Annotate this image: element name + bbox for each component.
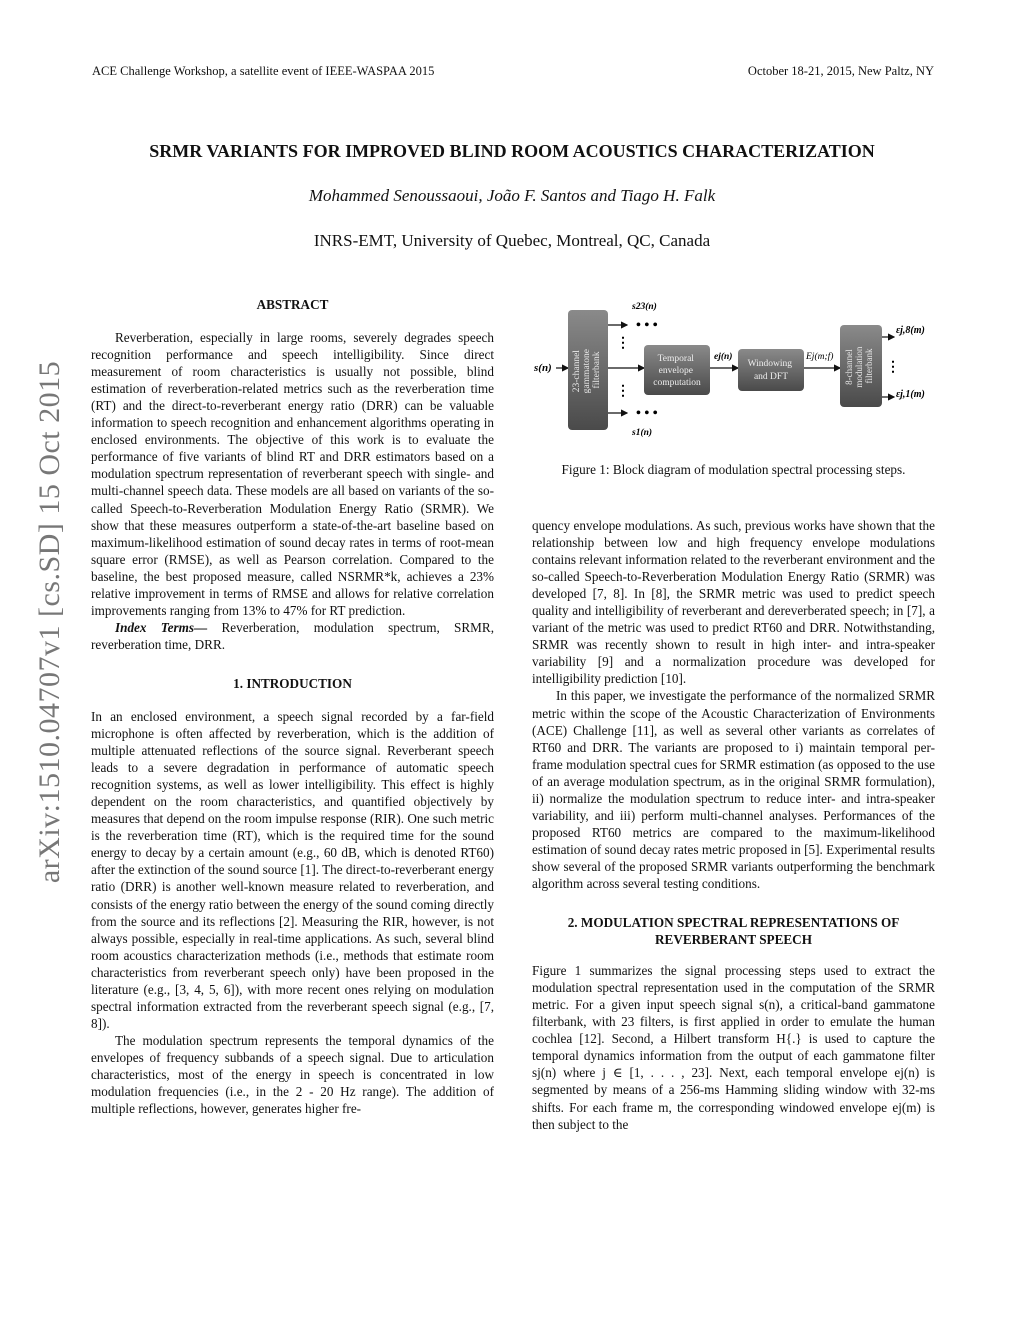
Ej-label: Ej(m;f) (806, 352, 834, 362)
index-terms (91, 619, 494, 653)
intro-heading: 1. INTRODUCTION (233, 675, 352, 691)
arxiv-stamp: arXiv:1510.04707v1 [cs.SD] 15 Oct 2015 (33, 360, 66, 884)
s23-dots: • • • (636, 318, 658, 333)
section2-paragraph-1: Figure 1 summarizes the signal processing steps used to extract the modulation spectral representation used in the computation of the SRMR metric. For a given input speech signal s(n), a critical-band gammatone filterbank, with 23 filters, is first applied in order to emulate the human cochlea [12]. Second, a Hilbert transform H{.} is used to capture the temporal dynamics information from the output of each gammatone filter sj(n) where j ∈ [1, . . . , 23]. Next, each temporal envelope ej(n) is segmented by means of a 256-ms Hamming sliding window with 32-ms shifts. For each frame m, the corresponding windowed envelope ej(m) is then subject to the (532, 963, 935, 1132)
section2-heading-line2: REVERBERANT SPEECH (655, 932, 812, 948)
affiliation: INRS-EMT, University of Quebec, Montreal, QC, Canada (313, 231, 711, 250)
figure-block-diagram (532, 295, 935, 445)
index-terms-text: Reverberation, modulation spectrum, SRMR, reverberation time, DRR. (91, 619, 494, 652)
gammatone-filterbank-text: 23-channel gammatone filterbank (572, 349, 602, 394)
intro-paragraph-4: In this paper, we investigate the performance of the normalized SRMR metric within the scope of the Acoustic Characterization of Environments (ACE) Challenge [11], as well as several other variants as correlates of RT60 and DRR. The variants are proposed to i) maintain temporal per-frame modulation spectral cues for SRMR estimation (as opposed to the use of an average modulation spectrum, as in the original SRMR formulation), ii) normalize the modulation spectrum to reduce inter- and intra-speaker variability, and iii) perform multi-channel analyses. Performances of the proposed RT60 metrics are compared to the maximum-likelihood estimation of sound decay rates metric proposed in [5]. Experimental results show several of the proposed SRMR variants outperforming the benchmark algorithm across several testing conditions. (532, 688, 935, 891)
E-j1-label: εj,1(m) (896, 389, 925, 400)
intro-paragraph-3: quency envelope modulations. As such, previous works have shown that the relationship between low and high frequency envelope modulations contains relevant information related to the reverberant environment and the so-called Speech-to-Reverberation Modulation Energy Ratio (SRMR) was developed [7, 8]. In [8], the SRMR metric was used to predict speech quality and intelligibility of reverberant and dereverberated speech; in [7], a variant of the metric was used to predict RT60 and DRR. Notwithstanding, SRMR was recently shown to result in high inter- and intra-speaker variability [9] and a normalization procedure was developed for intelligibility prediction [10]. (532, 518, 935, 687)
s23-label: s23(n) (632, 302, 657, 312)
running-header-right: October 18-21, 2015, New Paltz, NY (747, 64, 934, 78)
vertical-dots-left: ⋮ (616, 336, 630, 351)
intro-paragraph-1: In an enclosed environment, a speech signal recorded by a far-field microphone is often affected by reverberation, which is the addition of multiple attenuated reflections of the source signal. Reverberant speech leads to a severe degradation in performance of automatic speech recognition systems, as well as lower intelligibility. This effect is highly dependent on the room characteristics, and quantified objectively by measures that depend on the room impulse response (RIR). One such metric is the reverberation time (RT), which is the required time for the sound energy to decay by a certain amount (e.g., 60 dB, which is denoted RT60) after the extinction of the sound source [1]. The direct-to-reverberant energy ratio (DRR) is another well-known measure related to reverberation, and consists of the energy ratio between the energy of the sound coming directly from the source and its reflections [2]. Measuring the RIR, however, is not always possible, especially in real-time applications. As such, several blind room acoustics characterization methods (i.e., methods that estimate room characteristics from reverberant speech only) have been proposed in the literature (e.g., [3, 4, 5, 6]), with more recent ones relying on modulation spectral information extracted from the reverberant speech signal (e.g., [7, 8]). (91, 708, 494, 1031)
envelope-computation-text: Temporal envelope computation (653, 354, 701, 388)
modulation-filterbank-text: 8-channel modulation filterbank (844, 346, 874, 388)
intro-paragraph-2: The modulation spectrum represents the temporal dynamics of the envelopes of frequency subbands of a speech signal. Due to articulation characteristics, most of the energy in speech is concentrated in low modulation frequencies (i.e., in the 2 - 20 Hz range). The addition of multiple reflections, however, generates higher fre- (91, 1032, 494, 1117)
section2-heading-line1: 2. MODULATION SPECTRAL REPRESENTATIONS OF (567, 915, 900, 931)
index-terms-label: Index Terms— (115, 619, 208, 635)
windowing-dft-block (738, 349, 804, 391)
paper-title: SRMR VARIANTS FOR IMPROVED BLIND ROOM ACOUSTICS CHARACTERIZATION (149, 141, 875, 161)
input-signal-label: s(n) (534, 362, 552, 374)
left-column (91, 296, 494, 1117)
abstract-text: Reverberation, especially in large rooms, severely degrades speech recognition performance and speech intelligibility. Since direct measurement of room characteristics is usually not possible, blind estimation of reverberation-related metrics such as the reverberation time (RT) and the direct-to-reverberant energy ratio (DRR) can be valuable information to speech recognition and enhancement algorithms operating in enclosed environments. The objective of this work is to evaluate the performance of five variants of blind RT and DRR estimators based on a modulation spectrum representation of reverberant speech with single- and multi-channel speech data. These models are all based on variants of the so-called Speech-to-Reverberation Modulation Energy Ratio (SRMR). We show that these measures outperform a state-of-the-art baseline based on maximum-likelihood estimation of sound decay rates in terms of root-mean square error (RMSE), as well as Pearson correlation. Compared to the baseline, the best proposed measure, called NSRMR*k, achieves a 23% relative improvement in terms of RMSE and allows for relative correlation improvements ranging from 13% to 47% for RT prediction. (91, 330, 494, 618)
ej-label: ej(n) (714, 352, 733, 362)
E-j8-label: εj,8(m) (896, 325, 925, 336)
authors: Mohammed Senoussaoui, João F. Santos and Tiago H. Falk (308, 186, 716, 205)
vertical-dots-right: ⋮ (886, 360, 900, 375)
vertical-dots-left-2: ⋮ (616, 384, 630, 399)
windowing-dft-text: Windowing and DFT (747, 359, 793, 382)
figure-caption: Figure 1: Block diagram of modulation spectral processing steps. (561, 462, 906, 477)
right-column (532, 517, 935, 1133)
s1-dots: • • • (636, 406, 658, 421)
running-header-left: ACE Challenge Workshop, a satellite event of IEEE-WASPAA 2015 (92, 64, 435, 78)
s1-label: s1(n) (632, 428, 653, 438)
abstract-heading: ABSTRACT (256, 297, 329, 312)
